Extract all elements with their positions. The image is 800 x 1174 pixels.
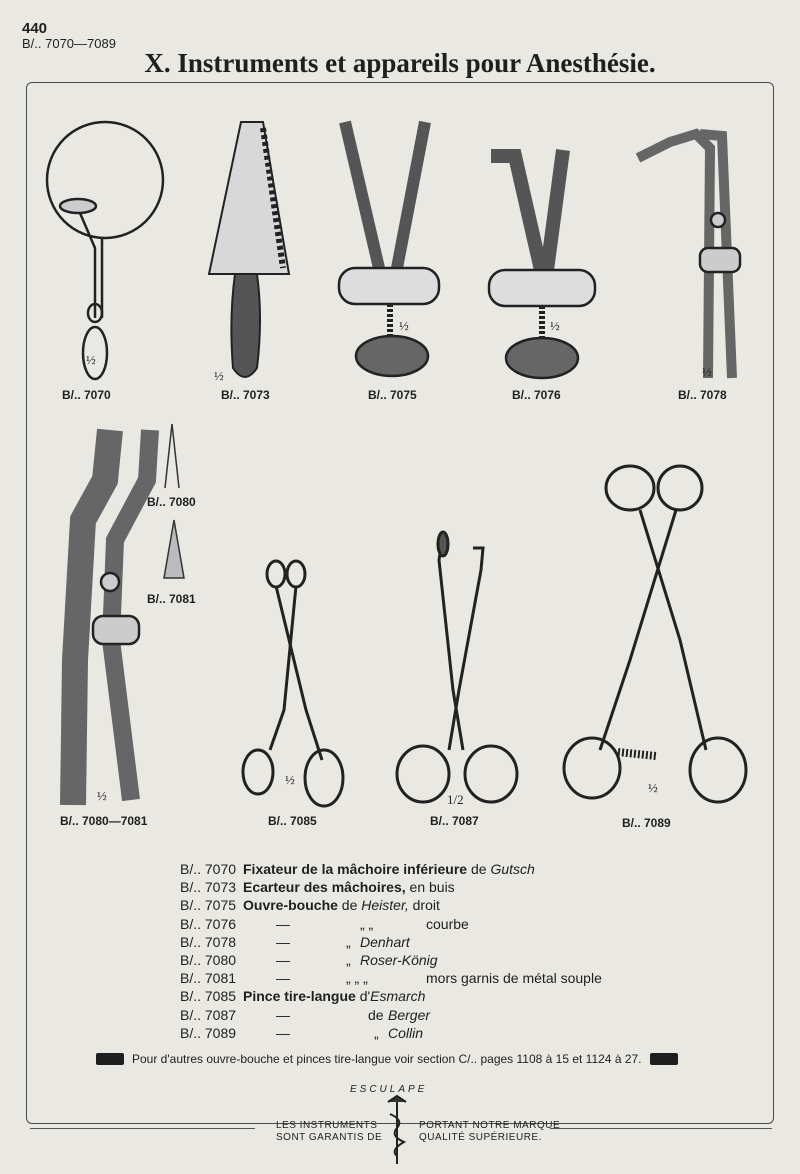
catalog-code: B/.. 7078: [180, 933, 237, 950]
illustration-7080-7081: [55, 420, 160, 810]
footer-left-line1: LES INSTRUMENTS: [276, 1120, 378, 1131]
logo-wordmark: ESCULAPE: [350, 1084, 428, 1095]
scale-7070: ½: [86, 352, 96, 367]
catalog-dash: —: [276, 951, 290, 968]
scale-7087: 1/2: [447, 792, 464, 807]
catalog-author: Heister,: [361, 897, 409, 914]
catalog-text: courbe: [426, 915, 469, 932]
scale-7076: ½: [550, 318, 560, 333]
label-7087: B/.. 7087: [430, 814, 479, 828]
catalog-ditto: „: [374, 1024, 379, 1041]
catalog-code: B/.. 7085: [180, 988, 237, 1005]
scale-7080-7081: ½: [97, 788, 107, 803]
catalog-text: d': [355, 988, 371, 1005]
label-7089: B/.. 7089: [622, 816, 671, 830]
catalog-row-7075: [180, 896, 660, 914]
scale-7078: ½: [702, 364, 712, 379]
catalog-code: B/.. 7081: [180, 970, 237, 987]
catalog-text: de: [467, 861, 491, 877]
label-7073: B/.. 7073: [221, 388, 270, 402]
pointing-hand-icon: [96, 1053, 124, 1065]
illustration-7078: [630, 128, 750, 388]
label-7080-7081: B/.. 7080—7081: [60, 814, 148, 828]
illustration-7089: [560, 460, 750, 810]
scale-7073: ½: [214, 368, 224, 383]
catalog-dash: —: [276, 915, 290, 932]
catalog-code: B/.. 7076: [180, 915, 237, 932]
scale-7085: ½: [285, 772, 295, 787]
catalog-row-7073: [180, 878, 660, 896]
footer-left-line2: SONT GARANTIS DE: [276, 1132, 383, 1143]
catalog-text: mors garnis de métal souple: [426, 970, 602, 987]
catalog-author: Gutsch: [490, 861, 535, 877]
catalog-text: droit: [408, 897, 440, 914]
label-7078: B/.. 7078: [678, 388, 727, 402]
illustration-7070: [40, 118, 170, 388]
footer-left-text: [276, 1120, 382, 1144]
catalog-ditto: de: [368, 1006, 384, 1023]
page-title: X. Instruments et appareils pour Anesthésie.: [144, 48, 656, 78]
footer-right-text: [419, 1120, 560, 1144]
illustration-7073: [205, 118, 295, 388]
catalog-text: en buis: [405, 879, 455, 896]
catalog-code: B/.. 7073: [180, 879, 237, 896]
catalog-code: B/.. 7070: [180, 861, 237, 877]
catalog-ditto: „: [346, 951, 351, 968]
catalog-dash: —: [276, 1024, 290, 1041]
note-text: Pour d'autres ouvre-bouche et pinces tire-langue voir section C/.. pages 1108 à 15 et 1124 à 27.: [132, 1052, 642, 1066]
catalog-ditto: „: [346, 933, 351, 950]
catalog-dash: —: [276, 970, 290, 987]
catalog-row-7078: [180, 933, 660, 951]
illustration-7075: [335, 118, 445, 383]
label-7081: B/.. 7081: [147, 592, 196, 606]
catalog-name: Ouvre-bouche: [243, 897, 338, 914]
catalog-ditto: „ „: [360, 915, 374, 932]
catalog-name: Pince tire-langue: [243, 988, 356, 1005]
caduceus-logo-icon: [380, 1094, 414, 1171]
illustration-7087: [393, 530, 523, 810]
catalog-code: B/.. 7080: [180, 951, 237, 968]
catalog-row-7089: [180, 1024, 660, 1042]
footer-rule-left: [30, 1128, 255, 1129]
page-range: B/.. 7070—7089: [22, 36, 116, 51]
illustration-7076: [485, 140, 600, 385]
illustration-7080-tip: [162, 422, 182, 492]
catalog-author: Esmarch: [370, 988, 426, 1005]
catalog-text: de: [337, 897, 362, 914]
label-7080: B/.. 7080: [147, 495, 196, 509]
catalog-author: Berger: [388, 1006, 431, 1023]
illustration-7085: [240, 560, 350, 812]
catalog-row-7070: [180, 860, 660, 878]
page-number: 440: [22, 20, 48, 37]
catalog-author: Collin: [388, 1024, 424, 1041]
catalog-dash: —: [276, 933, 290, 950]
catalog-code: B/.. 7075: [180, 897, 237, 914]
catalog-dash: —: [276, 1006, 290, 1023]
cross-reference-note: [96, 1052, 716, 1066]
label-7085: B/.. 7085: [268, 814, 317, 828]
catalog-name: Fixateur de la mâchoire inférieure: [243, 861, 468, 877]
label-7075: B/.. 7075: [368, 388, 417, 402]
illustration-7081-tip: [162, 518, 186, 580]
pointing-hand-icon: [650, 1053, 678, 1065]
catalog-author: Roser-König: [360, 951, 438, 968]
label-7076: B/.. 7076: [512, 388, 561, 402]
catalog-code: B/.. 7089: [180, 1024, 237, 1041]
catalog-ditto: „ „ „: [346, 970, 368, 987]
catalog-row-7080: [180, 951, 660, 969]
footer-right-line2: QUALITÉ SUPÉRIEURE.: [419, 1132, 542, 1143]
scale-7075: ½: [399, 318, 409, 333]
catalog-row-7081: [180, 969, 660, 987]
catalog-name: Ecarteur des mâchoires,: [243, 879, 406, 896]
catalog-code: B/.. 7087: [180, 1006, 237, 1023]
catalog-row-7087: [180, 1006, 660, 1024]
catalog-row-7085: [180, 987, 660, 1005]
catalog-row-7076: [180, 915, 660, 933]
footer-right-line1: PORTANT NOTRE MARQUE: [419, 1120, 561, 1131]
catalog-author: Denhart: [360, 933, 410, 950]
scale-7089: ½: [648, 780, 658, 795]
label-7070: B/.. 7070: [62, 388, 111, 402]
footer-rule-right: [550, 1128, 772, 1129]
catalog-list: [180, 860, 660, 1042]
